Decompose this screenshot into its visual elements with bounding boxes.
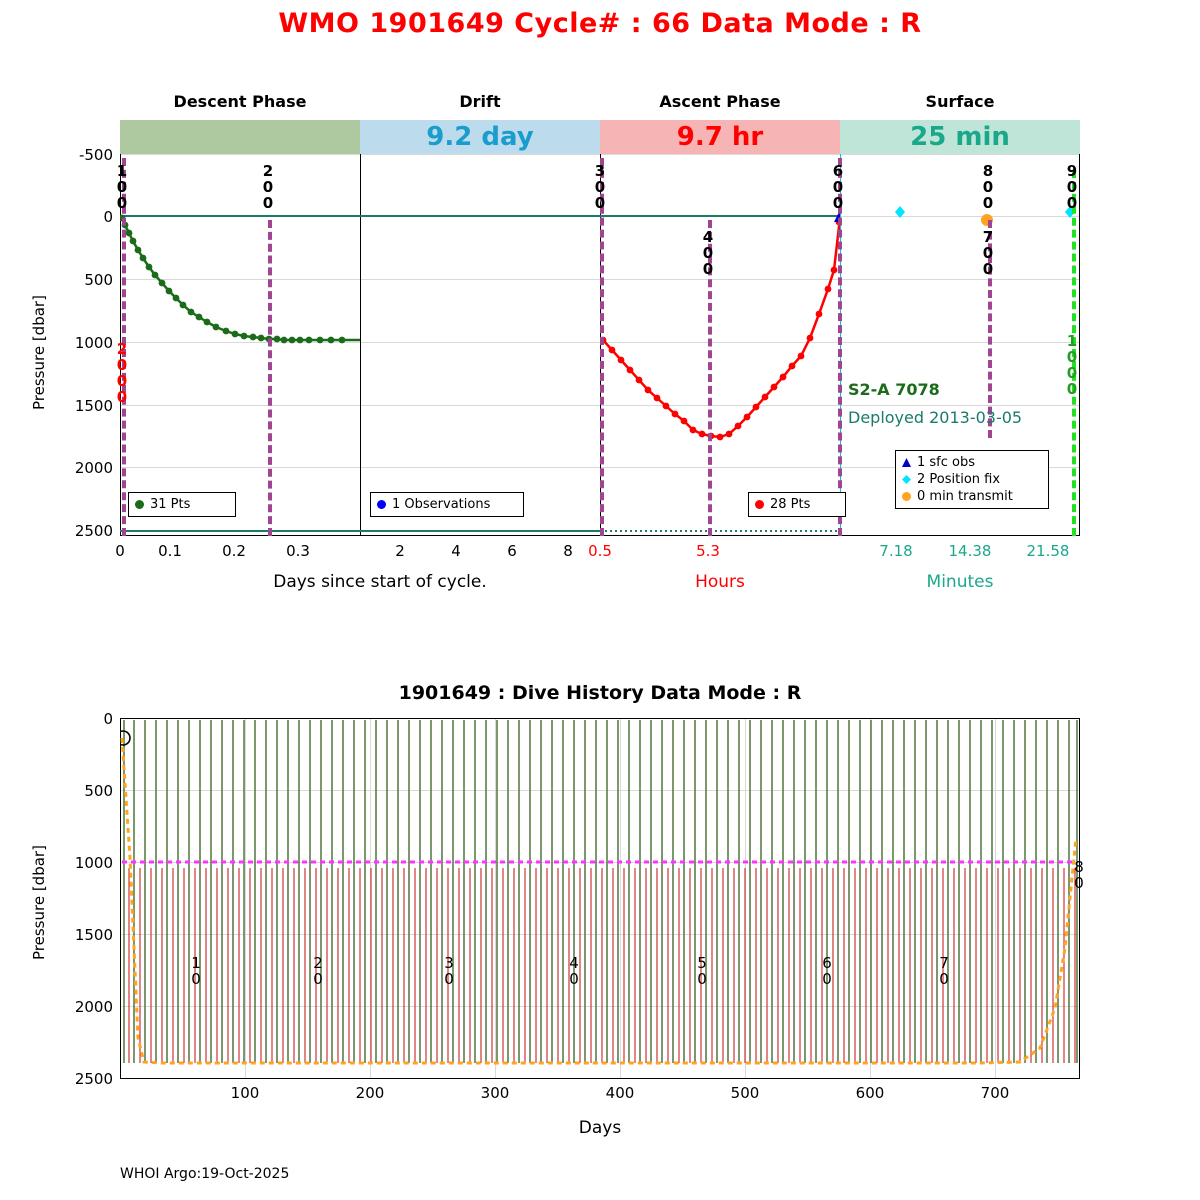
phase-label-ascent: Ascent Phase (659, 92, 781, 111)
event-label-200: 200 (259, 162, 277, 210)
dive-history-chart (0, 660, 1200, 1180)
legend-drift-label: 1 Observations (392, 497, 491, 512)
xtick-drift-0: 2 (395, 542, 405, 560)
bot-ytick-500: 500 (84, 782, 113, 800)
xtick-surface-1: 14.38 (948, 542, 992, 560)
event-label-600: 600 (829, 162, 847, 210)
bot-xtick-400: 400 (605, 1084, 635, 1102)
bot-xtick-700: 700 (980, 1084, 1010, 1102)
legend-surface (895, 450, 1049, 509)
xtick-surface-0: 7.18 (879, 542, 913, 560)
event-label-100: 100 (113, 162, 131, 210)
xtick-descent-2: 0.2 (222, 542, 246, 560)
xtick-descent-3: 0.3 (286, 542, 310, 560)
event-label-800: 800 (979, 162, 997, 210)
cycle-label-80: 80 (1070, 858, 1088, 890)
bot-ytick-1000: 1000 (74, 854, 113, 872)
bot-xtick-500: 500 (730, 1084, 760, 1102)
phase-band-ascent (600, 120, 840, 154)
legend-descent-label: 31 Pts (150, 497, 191, 512)
xtick-drift-2: 6 (507, 542, 517, 560)
cycle-label-70: 70 (935, 954, 953, 986)
drift-curve (360, 154, 600, 536)
cycle-label-30: 30 (440, 954, 458, 986)
ytick-500: 500 (84, 271, 113, 289)
ytick-2000: 2000 (74, 459, 113, 477)
x-axis-title-minutes: Minutes (926, 572, 994, 592)
legend-ascent-label: 28 Pts (770, 497, 811, 512)
x-axis-title-hours: Hours (695, 572, 745, 592)
bot-ytick-1500: 1500 (74, 926, 113, 944)
phase-band-ascent-text: 9.7 hr (676, 122, 764, 152)
cycle-profile-chart (0, 60, 1200, 620)
bot-xtick-300: 300 (480, 1084, 510, 1102)
bot-ytick-2000: 2000 (74, 998, 113, 1016)
ytick-2500: 2500 (74, 522, 113, 540)
phase-band-surface (840, 120, 1080, 154)
dive-history-title: 1901649 : Dive History Data Mode : R (398, 682, 802, 704)
cycle-label-10: 10 (187, 954, 205, 986)
bot-xtick-200: 200 (355, 1084, 385, 1102)
phase-band-drift (360, 120, 600, 154)
event-label-700: 700 (979, 228, 997, 276)
position-fix-diamond-icon (902, 475, 911, 484)
sfc-obs-triangle-icon (902, 458, 911, 467)
event-label-400: 400 (699, 228, 717, 276)
bot-ytick-2500: 2500 (74, 1070, 113, 1088)
event-line-200 (268, 220, 272, 536)
ytick-0: 0 (103, 208, 113, 226)
cycle-label-50: 50 (693, 954, 711, 986)
ytick--500: -500 (78, 146, 113, 164)
phase-band-descent (120, 120, 360, 154)
ytick-1000: 1000 (74, 334, 113, 352)
xtick-surface-2: 21.58 (1026, 542, 1070, 560)
phase-band-drift-text: 9.2 day (426, 122, 534, 152)
legend-drift (370, 492, 524, 517)
xtick-descent-0: 0 (115, 542, 125, 560)
phase-label-drift: Drift (459, 92, 501, 111)
event-label-300: 300 (591, 162, 609, 210)
ascent-marker-icon (755, 500, 764, 509)
event-line-600 (838, 158, 842, 536)
cycle-label-60: 60 (818, 954, 836, 986)
legend-descent (128, 492, 236, 517)
phase-band-surface-text: 25 min (910, 122, 1010, 152)
legend-transmit-label: 0 min transmit (917, 489, 1013, 504)
bot-y-axis-title: Pressure [dbar] (30, 845, 48, 960)
deployed-annotation: Deployed 2013-03-05 (848, 408, 1023, 427)
bot-x-axis-title: Days (578, 1118, 622, 1138)
ytick-1500: 1500 (74, 397, 113, 415)
event-label-2000: 2000 (113, 340, 131, 404)
event-label-900: 900 (1063, 162, 1081, 210)
cycle-label-40: 40 (565, 954, 583, 986)
legend-position-fix-label: 2 Position fix (917, 472, 1001, 487)
dive-history-series (120, 718, 1080, 1078)
phase-label-surface: Surface (925, 92, 995, 111)
descent-marker-icon (135, 500, 144, 509)
descent-curve (120, 154, 360, 536)
phase-label-descent: Descent Phase (173, 92, 307, 111)
x-axis-title-days: Days since start of cycle. (273, 572, 487, 592)
legend-sfc-obs-label: 1 sfc obs (917, 455, 976, 470)
ascent-curve (600, 154, 840, 536)
y-axis-title: Pressure [dbar] (30, 295, 48, 410)
cycle-label-20: 20 (309, 954, 327, 986)
float-id-annotation: S2-A 7078 (848, 380, 940, 399)
page-title: WMO 1901649 Cycle# : 66 Data Mode : R (278, 8, 922, 39)
drift-marker-icon (377, 500, 386, 509)
event-line-300 (600, 158, 604, 536)
event-label-1000: 1000 (1063, 332, 1081, 396)
footer-credit: WHOI Argo:19-Oct-2025 (120, 1166, 290, 1182)
legend-ascent (748, 492, 846, 517)
bot-xtick-100: 100 (230, 1084, 260, 1102)
transmit-marker-icon (902, 492, 911, 501)
xtick-descent-1: 0.1 (158, 542, 182, 560)
bot-ytick-0: 0 (103, 710, 113, 728)
xtick-ascent-0: 0.5 (588, 542, 612, 560)
bot-xtick-600: 600 (855, 1084, 885, 1102)
xtick-ascent-1: 5.3 (696, 542, 720, 560)
xtick-drift-1: 4 (451, 542, 461, 560)
xtick-drift-3: 8 (563, 542, 573, 560)
